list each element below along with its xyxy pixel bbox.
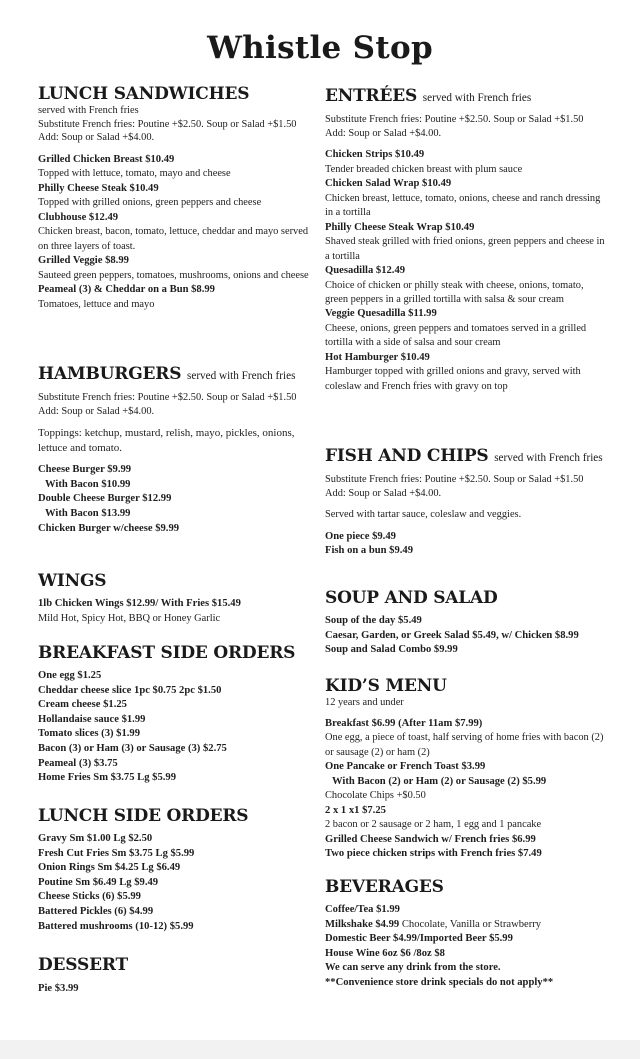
soup-salad-heading: SOUP AND SALAD [325, 588, 498, 608]
hamburgers-subheading: served with French fries [187, 370, 296, 382]
menu-item-name: Philly Cheese Steak Wrap $10.49 [325, 221, 475, 233]
menu-item-name: Bacon (3) or Ham (3) or Sausage (3) $2.75 [38, 742, 227, 754]
menu-item-desc: Chicken breast, bacon, tomato, lettuce, cheddar and mayo served on three layers of toast. [38, 226, 309, 252]
menu-item-name: Grilled Cheese Sandwich w/ French fries $6.99 [325, 833, 536, 845]
wings-heading: WINGS [38, 571, 107, 591]
menu-item-desc: Mild Hot, Spicy Hot, BBQ or Honey Garlic [38, 612, 221, 624]
menu-item-name: Peameal (3) & Cheddar on a Bun $8.99 [38, 284, 215, 296]
menu-item-name: One piece $9.49 [325, 530, 396, 542]
toppings-note: Toppings: ketchup, mustard, relish, mayo, pickles, onions, lettuce and tomato. [38, 427, 295, 454]
menu-item-desc: Cheese, onions, green peppers and tomatoes served in a grilled tortilla with a side of salsa and sour cream [325, 323, 587, 349]
menu-item-name: Philly Cheese Steak $10.49 [38, 182, 159, 194]
menu-item-desc: Chicken breast, lettuce, tomato, onions, cheese and ranch dressing in a tortilla [325, 192, 601, 219]
menu-item-desc: Tomatoes, lettuce and mayo [38, 298, 155, 310]
dessert-heading: DESSERT [38, 955, 128, 975]
menu-item-name: Home Fries Sm $3.75 Lg $5.99 [38, 772, 176, 784]
menu-item-name: Battered Pickles (6) $4.99 [38, 905, 154, 917]
substitute-note: Substitute French fries: Poutine +$2.50. Soup or Salad +$1.50 [38, 118, 297, 130]
menu-item-name: Onion Rings Sm $4.25 Lg $6.49 [38, 862, 181, 874]
menu-item-name: Double Cheese Burger $12.99 [38, 493, 172, 505]
menu-item-desc: Topped with grilled onions, green peppers and cheese [38, 197, 262, 209]
breakfast-sides-heading: BREAKFAST SIDE ORDERS [38, 643, 296, 663]
lunch-sandwiches-section [38, 84, 310, 312]
entrees-section [325, 86, 605, 394]
lunch-sandwiches-subheading: served with French fries [38, 105, 139, 116]
menu-item-name: One egg $1.25 [38, 670, 102, 681]
menu-item-name: Coffee/Tea $1.99 [325, 904, 400, 915]
menu-item-name: Veggie Quesadilla $11.99 [325, 308, 437, 320]
menu-item-name: With Bacon $10.99 [45, 478, 131, 490]
page-title: Whistle Stop [207, 30, 433, 66]
beverages-section [325, 877, 605, 991]
menu-item-name: Fish on a bun $9.49 [325, 545, 414, 557]
menu-item-name: Caesar, Garden, or Greek Salad $5.49, w/ Chicken $8.99 [325, 629, 579, 641]
dessert-section [38, 955, 310, 997]
menu-item-name: Breakfast $6.99 (After 11am $7.99) [325, 717, 483, 729]
kids-subheading: 12 years and under [325, 697, 404, 708]
menu-item-desc: 2 bacon or 2 sausage or 2 ham, 1 egg and 1 pancake [325, 819, 542, 831]
substitute-note: Substitute French fries: Poutine +$2.50. Soup or Salad +$1.50 [325, 474, 584, 485]
menu-item-name: Tomato slices (3) $1.99 [38, 728, 141, 740]
menu-item-name: Grilled Chicken Breast $10.49 [38, 153, 175, 165]
menu-item-name: With Bacon (2) or Ham (2) or Sausage (2) $5.99 [332, 775, 547, 787]
beverages-heading: BEVERAGES [325, 877, 444, 897]
menu-item-name: With Bacon $13.99 [45, 507, 131, 519]
menu-item-name: Cheddar cheese slice 1pc $0.75 2pc $1.50 [38, 684, 222, 696]
menu-item-name: We can serve any drink from the store. [325, 962, 501, 974]
menu-item-desc: Choice of chicken or philly steak with cheese, onions, tomato, green peppers in a grilled tortilla with salsa & sour cream [325, 279, 584, 305]
menu-item-name: Quesadilla $12.49 [325, 265, 406, 276]
lunch-sandwiches-heading: LUNCH SANDWICHES [38, 84, 250, 104]
menu-item-name: 1lb Chicken Wings $12.99/ With Fries $15.49 [38, 598, 241, 609]
lunch-sides-heading: LUNCH SIDE ORDERS [38, 806, 249, 826]
soup-salad-section [325, 588, 605, 658]
menu-item-name: Chicken Strips $10.49 [325, 149, 425, 161]
kids-heading: KID’S MENU [325, 676, 447, 696]
menu-item-name: Cream cheese $1.25 [38, 699, 127, 711]
menu-item-name: Cheese Sticks (6) $5.99 [38, 891, 141, 903]
menu-item-name: House Wine 6oz $6 /8oz $8 [325, 947, 445, 959]
menu-item-desc: Chocolate, Vanilla or Strawberry [401, 918, 542, 930]
fish-chips-subheading: served with French fries [494, 452, 603, 464]
menu-item-name: Domestic Beer $4.99/Imported Beer $5.99 [325, 933, 513, 945]
menu-item-name: Soup and Salad Combo $9.99 [325, 644, 458, 656]
menu-item-name: Battered mushrooms (10-12) $5.99 [38, 920, 194, 932]
menu-item-name: Cheese Burger $9.99 [38, 464, 132, 476]
menu-item-name: Two piece chicken strips with French fries $7.49 [325, 848, 542, 860]
served-with-note: Served with tartar sauce, coleslaw and veggies. [325, 509, 522, 521]
add-note: Add: Soup or Salad +$4.00. [38, 405, 155, 417]
menu-item-name: 2 x 1 x1 $7.25 [325, 804, 386, 816]
menu-item-name: Gravy Sm $1.00 Lg $2.50 [38, 833, 153, 844]
entrees-subheading: served with French fries [422, 92, 532, 104]
lunch-sides-section [38, 806, 310, 934]
menu-item-name: Clubhouse $12.49 [38, 211, 119, 223]
breakfast-sides-section [38, 643, 310, 786]
menu-item-name: Milkshake $4.99 [325, 918, 400, 930]
add-note: Add: Soup or Salad +$4.00. [325, 127, 442, 139]
hamburgers-heading: HAMBURGERS [38, 364, 182, 384]
menu-item-name: Soup of the day $5.49 [325, 615, 422, 626]
hamburgers-section [38, 364, 310, 536]
substitute-note: Substitute French fries: Poutine +$2.50. Soup or Salad +$1.50 [325, 114, 584, 125]
menu-item-name: Chicken Salad Wrap $10.49 [325, 178, 452, 190]
menu-item-name: One Pancake or French Toast $3.99 [325, 761, 486, 772]
menu-item-name: Grilled Veggie $8.99 [38, 255, 129, 267]
add-note: Add: Soup or Salad +$4.00. [325, 487, 442, 499]
bottom-edge [0, 1040, 640, 1059]
wings-section [38, 571, 310, 626]
menu-item-name: Hot Hamburger $10.49 [325, 351, 430, 363]
menu-item-desc: Chocolate Chips +$0.50 [325, 790, 426, 802]
menu-item-name: Hollandaise sauce $1.99 [38, 713, 146, 725]
add-note: Add: Soup or Salad +$4.00. [38, 132, 155, 144]
entrees-heading: ENTRÉES [325, 86, 418, 106]
menu-item-desc: One egg, a piece of toast, half serving of home fries with bacon (2) or sausage (2) or ham (2) [325, 732, 604, 758]
menu-item-name: Chicken Burger w/cheese $9.99 [38, 522, 180, 534]
menu-item-desc: Shaved steak grilled with fried onions, green peppers and cheese in a tortilla [325, 236, 605, 262]
menu-item-name: Pie $3.99 [38, 983, 79, 994]
menu-item-name: Poutine Sm $6.49 Lg $9.49 [38, 876, 159, 888]
menu-item-name: Peameal (3) $3.75 [38, 757, 118, 769]
fish-chips-heading: FISH AND CHIPS [325, 446, 489, 466]
substitute-note: Substitute French fries: Poutine +$2.50. Soup or Salad +$1.50 [38, 392, 297, 403]
fish-chips-section [325, 446, 605, 559]
menu-item-name: Fresh Cut Fries Sm $3.75 Lg $5.99 [38, 847, 195, 859]
menu-item-desc: Topped with lettuce, tomato, mayo and cheese [38, 168, 231, 180]
menu-item-desc: Sauteed green peppers, tomatoes, mushrooms, onions and cheese [38, 269, 309, 281]
menu-item-desc: Hamburger topped with grilled onions and gravy, served with coleslaw and French fries with gravy on top [325, 366, 581, 392]
kids-menu-section [325, 676, 605, 862]
menu-item-name: **Convenience store drink specials do not apply** [325, 976, 554, 988]
menu-item-desc: Tender breaded chicken breast with plum sauce [325, 163, 523, 175]
